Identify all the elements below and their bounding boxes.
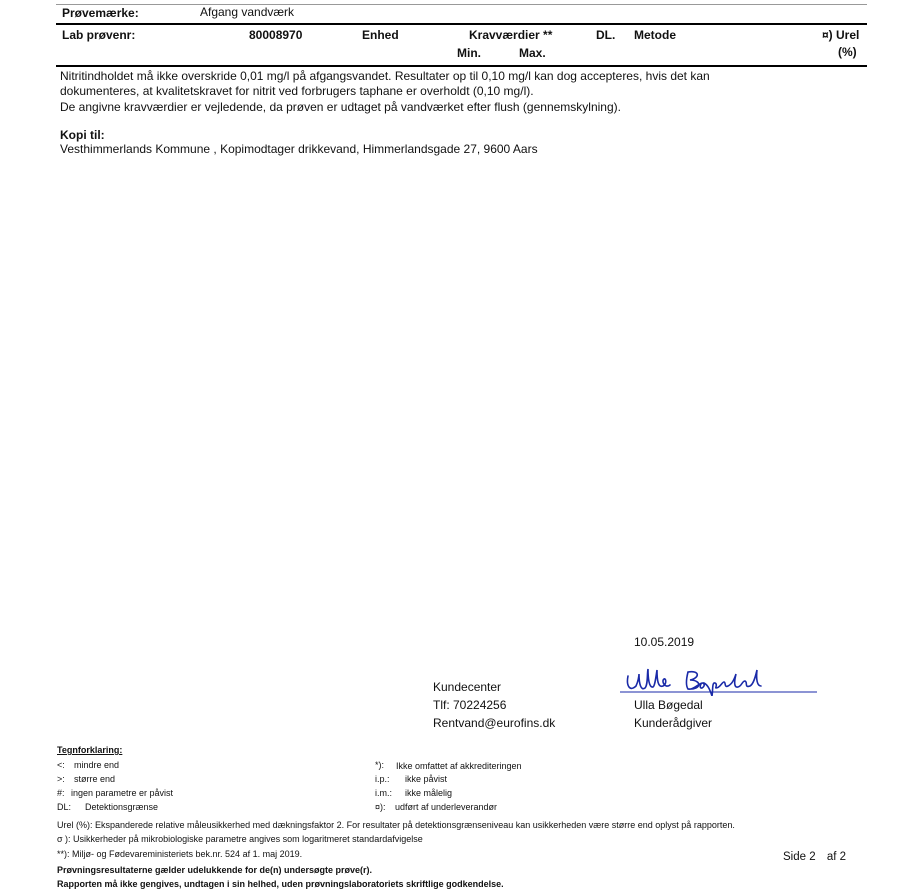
header-rule <box>56 23 867 25</box>
signatory-role: Kunderådgiver <box>634 716 713 730</box>
note-line-3: De angivne kravværdier er vejledende, da prøven er udtaget på vandværket efter flush (gennemskylning). <box>60 100 621 114</box>
lab-no-label: Lab prøvenr: <box>62 28 136 42</box>
disclaimer-results: Prøvningsresultaterne gælder udelukkende for de(n) undersøgte prøve(r). <box>57 865 373 875</box>
page-side-label: Side <box>783 851 807 863</box>
urel-unit-header: (%) <box>838 45 857 59</box>
table-header-rule <box>56 65 867 67</box>
regulation-note: **): Miljø- og Fødevareministeriets bek.nr. 524 af 1. maj 2019. <box>57 849 303 859</box>
sample-mark-value: Afgang vandværk <box>200 5 295 19</box>
page-current: 2 <box>809 851 816 863</box>
legend-text: større end <box>74 774 116 784</box>
method-column-header: Metode <box>634 28 676 42</box>
page-of-label: af <box>826 851 837 863</box>
copy-to-label: Kopi til: <box>60 128 105 142</box>
legend-text: udført af underleverandør <box>395 802 498 812</box>
note-line-1: Nitritindholdet må ikke overskride 0,01 mg/l på afgangsvandet. Resultater op til 0,10 mg/l kan dog accepteres, hvis det kan <box>60 69 710 83</box>
legend-text: ikke målelig <box>405 788 453 798</box>
contact-phone: Tlf: 70224256 <box>433 698 507 712</box>
note-line-2: dokumenteres, at kvalitetskravet for nitrit ved forbrugers taphane er overholdt (0,10 mg/l). <box>60 84 534 98</box>
legend-symbol: >: <box>57 774 65 784</box>
legend-symbol: *): <box>375 760 384 770</box>
dl-column-header: DL. <box>596 28 616 42</box>
page-total: 2 <box>839 851 847 863</box>
urel-explanation: Urel (%): Ekspanderede relative måleusikkerhed med dækningsfaktor 2. For resultater på detektionsgrænseniveau kan usikkerheden være større end oplyst på rapporten. <box>57 820 735 830</box>
legend-symbol: i.p.: <box>375 774 390 784</box>
contact-title: Kundecenter <box>433 680 502 694</box>
min-column-header: Min. <box>457 46 481 60</box>
legend-text: ingen parametre er påvist <box>71 788 174 798</box>
legend-symbol: ¤): <box>375 802 386 812</box>
requirements-column-header: Kravværdier ** <box>469 28 553 42</box>
legend-symbol: <: <box>57 760 65 770</box>
report-date: 10.05.2019 <box>634 635 695 649</box>
urel-column-header: ¤) Urel <box>822 28 860 42</box>
legend-symbol: DL: <box>57 802 72 812</box>
signatory-name: Ulla Bøgedal <box>634 698 703 712</box>
copy-to-recipient: Vesthimmerlands Kommune , Kopimodtager drikkevand, Himmerlandsgade 27, 9600 Aars <box>60 142 538 156</box>
disclaimer-reproduction: Rapporten må ikke gengives, undtagen i sin helhed, uden prøvningslaboratoriets skriftlige godkendelse. <box>57 879 504 889</box>
legend-text: ikke påvist <box>405 774 448 784</box>
legend-title: Tegnforklaring: <box>57 745 123 755</box>
legend-symbol: i.m.: <box>375 788 392 798</box>
page-number <box>783 851 846 863</box>
max-column-header: Max. <box>519 46 546 60</box>
header-top-rule <box>56 4 867 5</box>
legend-symbol: #: <box>57 788 65 798</box>
handwritten-signature <box>620 664 820 696</box>
sample-mark-label: Prøvemærke: <box>62 6 139 20</box>
legend-text: Ikke omfattet af akkrediteringen <box>396 761 522 771</box>
sigma-explanation: σ ): Usikkerheder på mikrobiologiske parametre angives som logaritmeret standardafvigelse <box>57 834 423 844</box>
legend-text: Detektionsgrænse <box>85 802 159 812</box>
legend-text: mindre end <box>74 760 120 770</box>
contact-email: Rentvand@eurofins.dk <box>433 716 556 730</box>
lab-no-value: 80008970 <box>249 28 303 42</box>
unit-column-header: Enhed <box>362 28 399 42</box>
